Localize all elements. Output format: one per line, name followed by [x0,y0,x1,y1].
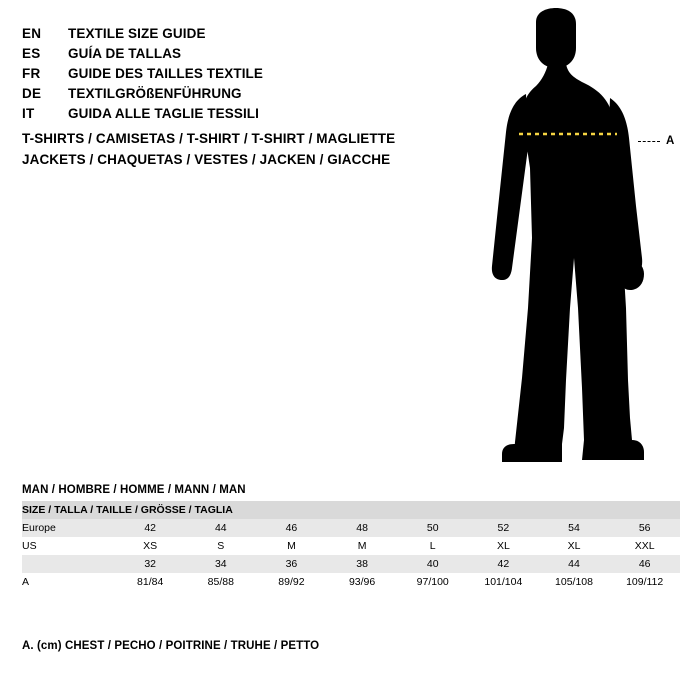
size-table [22,501,680,591]
table-cell: 36 [256,555,327,573]
table-cell: 101/104 [468,573,539,591]
language-title: TEXTILE SIZE GUIDE [68,26,206,41]
table-cell: 81/84 [115,573,186,591]
language-title: GUIDE DES TAILLES TEXTILE [68,66,264,81]
table-cell: 56 [609,519,680,537]
table-cell: 46 [256,519,327,537]
measure-label-a: A [666,135,675,147]
table-cell: 50 [397,519,468,537]
table-row [22,519,680,537]
table-cell: XL [539,537,610,555]
table-cell: XS [115,537,186,555]
language-code: EN [22,26,42,41]
table-cell: 40 [397,555,468,573]
table-cell: 42 [468,555,539,573]
table-title-man: MAN / HOMBRE / HOMME / MANN / MAN [22,484,246,496]
chest-measurement-note: A. (cm) CHEST / PECHO / POITRINE / TRUHE / PETTO [22,640,320,652]
measure-leader-line [638,141,660,142]
language-code: FR [22,66,41,81]
category-line-jackets: JACKETS / CHAQUETAS / VESTES / JACKEN / GIACCHE [22,152,391,167]
language-row [22,44,452,64]
table-cell: 105/108 [539,573,610,591]
table-cell: M [256,537,327,555]
language-row [22,24,452,44]
table-cell: 44 [539,555,610,573]
language-code: IT [22,106,35,121]
language-row [22,64,452,84]
table-cell: 48 [327,519,398,537]
row-label: US [22,537,115,555]
language-code: ES [22,46,41,61]
table-cell: L [397,537,468,555]
table-cell: XXL [609,537,680,555]
table-header-label: SIZE / TALLA / TAILLE / GRÖSSE / TAGLIA [22,501,680,519]
table-cell: 109/112 [609,573,680,591]
table-cell: XL [468,537,539,555]
table-cell: 34 [185,555,256,573]
language-row [22,84,452,104]
table-cell: 42 [115,519,186,537]
male-silhouette-figure [470,8,685,478]
language-row [22,104,452,124]
row-label [22,555,115,573]
table-cell: S [185,537,256,555]
table-cell: 54 [539,519,610,537]
table-cell: 38 [327,555,398,573]
table-cell: 32 [115,555,186,573]
silhouette-icon [470,8,685,478]
size-table-section [22,484,680,591]
row-label: Europe [22,519,115,537]
language-code: DE [22,86,42,101]
table-cell: 52 [468,519,539,537]
table-cell: 44 [185,519,256,537]
category-line-tshirts: T-SHIRTS / CAMISETAS / T-SHIRT / T-SHIRT / MAGLIETTE [22,131,396,146]
language-title: GUIDA ALLE TAGLIE TESSILI [68,106,259,121]
table-header-row [22,501,680,519]
table-cell: 46 [609,555,680,573]
language-title: GUÍA DE TALLAS [68,46,182,61]
table-cell: 97/100 [397,573,468,591]
language-title: TEXTILGRÖßENFÜHRUNG [68,86,242,101]
table-row [22,555,680,573]
table-row [22,573,680,591]
table-cell: 93/96 [327,573,398,591]
category-list [22,128,482,170]
table-cell: 85/88 [185,573,256,591]
language-header-list [22,24,452,124]
table-row [22,537,680,555]
row-label: A [22,573,115,591]
table-cell: M [327,537,398,555]
table-cell: 89/92 [256,573,327,591]
